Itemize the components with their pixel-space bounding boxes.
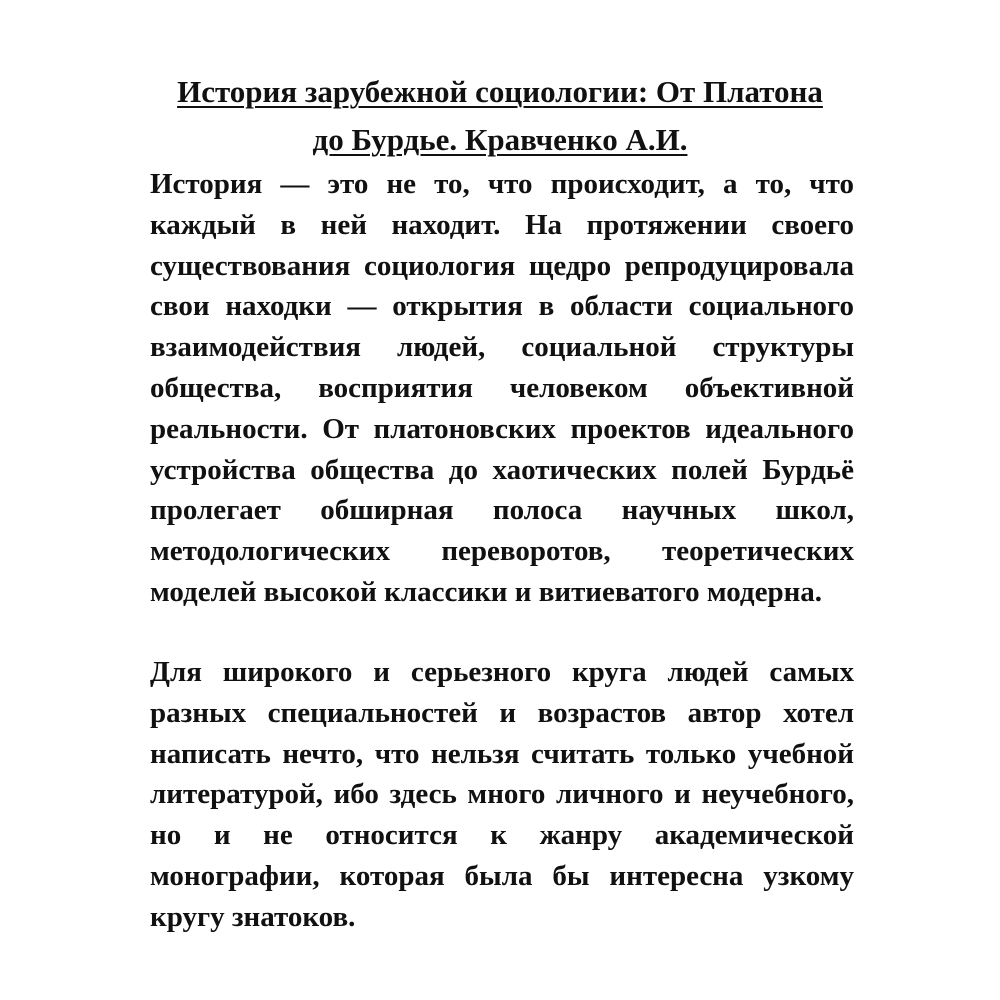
title-line-2: до Бурдье. Кравченко А.И.	[312, 122, 688, 157]
paragraph-2: Для широкого и серьезного круга людей самых разных специальностей и возрастов автор хотел написать нечто, что нельзя считать только учебной литературой, ибо здесь много личного и неучебного, но и не относится к жанру академической монографии, которая была бы интересна узкому кругу знатоков.	[150, 656, 854, 933]
title-line-1: История зарубежной социологии: От Платона	[177, 74, 823, 109]
page-title	[120, 68, 880, 164]
paragraph-1: История — это не то, что происходит, а то, что каждый в ней находит. На протяжении своего существования социология щедро репродуцировала свои находки — открытия в области социального взаимодействия людей, социальной структуры общества, восприятия человеком объективной реальности. От платоновских проектов идеального устройства общества до хаотических полей Бурдьё пролегает обширная полоса научных школ, методологических переворотов, теоретических моделей высокой классики и витиеватого модерна.	[150, 168, 854, 608]
